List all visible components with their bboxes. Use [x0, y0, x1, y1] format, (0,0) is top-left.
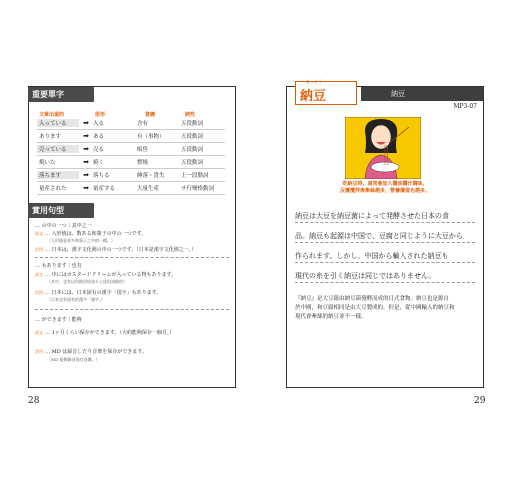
vocab-header: 重要單字	[28, 87, 94, 102]
mp3-track: MP3-07	[453, 103, 477, 110]
vocab-pos: 五段動詞	[181, 121, 204, 127]
title-ruby: なっとう	[306, 79, 322, 84]
vocab-form: 量産された	[39, 186, 67, 192]
page-number-right: 29	[474, 396, 486, 406]
pattern-title: … ができます｜能夠	[35, 317, 82, 323]
pattern-example	[35, 247, 231, 253]
vocab-meaning: 燃燒	[137, 160, 149, 166]
col-title-form: 文章出現的	[39, 112, 65, 118]
phrase-header: 實用句型	[28, 203, 94, 218]
vocab-base: 焼く	[93, 160, 105, 166]
vocab-form: 売っている	[37, 145, 79, 153]
vocab-row	[37, 130, 225, 143]
vocab-form: 入っている	[37, 119, 79, 127]
japanese-line: 品。納豆も起源は中国で、豆腐と同じように大豆から	[295, 232, 463, 240]
divider	[35, 309, 229, 310]
example-text: … 中にはカスタードクリームが入っている物もあります。	[45, 272, 177, 278]
vocab-pos: 上一段動詞	[181, 173, 209, 179]
col-title-pos: 詞性	[185, 112, 196, 118]
divider	[295, 282, 475, 283]
example-translation: （MD 能夠錄音保存音樂。）	[47, 357, 100, 362]
arrow-right-icon: ➡	[83, 171, 89, 179]
vocab-row	[37, 117, 225, 130]
example-text: … 1ヶ月くらい保存ができます。（大約能夠保存一個月。）	[45, 330, 175, 336]
col-title-meaning: 意義	[145, 112, 156, 118]
chinese-translation-line: 現代會牽絲的納豆並不一樣。	[295, 314, 367, 320]
vocab-form: 落ちます	[37, 171, 79, 179]
right-page	[286, 79, 484, 388]
japanese-line: 現代の糸を引く納豆は同じではありません。	[295, 272, 436, 280]
japanese-line: 作られます。しかし、中国から輸入された納豆も	[295, 252, 449, 260]
vocab-pos: 五段動詞	[181, 134, 204, 140]
pattern-example	[35, 349, 231, 355]
vocab-meaning: 睡落・貴失	[137, 173, 165, 179]
vocab-meaning: 含有	[137, 121, 149, 127]
vocab-row	[37, 169, 225, 182]
example-tag: 活用	[35, 290, 43, 295]
example-text: … MD は録音したり音楽を保存ができます。	[45, 349, 147, 355]
example-text: … 日本は、漢字文化圏の中の一つです。（日本是漢字文化圏之一。）	[45, 247, 197, 253]
example-tag: 活用	[35, 247, 43, 252]
example-text: … 日本には、日本固有の漢字「国字」もあります。	[45, 290, 162, 296]
caption-line: 吃納豆時，通常會加入醬油醬汁調味，	[342, 181, 428, 187]
pattern-example	[35, 272, 231, 278]
vocab-pos: 五段動詞	[181, 160, 204, 166]
page-number-left: 28	[28, 396, 40, 406]
title-box	[295, 81, 357, 105]
pattern-title: … の中の一つ｜其中之一	[35, 223, 92, 229]
pattern-example	[35, 330, 231, 336]
example-translation: （日本也有固有的漢字「國字」）	[47, 297, 105, 302]
divider	[35, 257, 229, 258]
vocab-base: ある	[93, 134, 105, 140]
example-tag: 原文	[35, 272, 43, 277]
vocab-meaning: 大量生產	[137, 186, 160, 192]
arrow-right-icon: ➡	[83, 145, 89, 153]
pattern-example	[35, 231, 231, 237]
chinese-translation-line: 於中國，和豆腐相同是由大豆製成的。但是，從中國輸入的納豆和	[295, 305, 455, 311]
example-translation: （其中，也有以內餡用奶油卡士達奶油餡的）	[47, 279, 127, 284]
woman-eating-natto-illustration	[345, 117, 421, 179]
face	[371, 125, 391, 149]
vocab-row	[37, 156, 225, 169]
example-translation: （人形燒是眾多和菓子之中的一種。）	[47, 238, 115, 243]
vocab-row	[37, 182, 225, 195]
illustration-caption	[297, 181, 473, 195]
pattern-example	[35, 290, 231, 296]
divider	[295, 242, 475, 243]
vocab-base: 落ちる	[93, 173, 110, 179]
divider	[295, 222, 475, 223]
vocab-form: 焼いた	[39, 160, 56, 166]
example-text: … 入形焼は、数ある和菓子の中の一つです。	[45, 231, 147, 237]
vocab-form: あります	[39, 134, 62, 140]
col-title-base: 原形	[95, 112, 106, 118]
arrow-right-icon: ➡	[83, 184, 89, 192]
vocab-pos: 五段動詞	[181, 147, 204, 153]
vocab-base: 売る	[93, 147, 105, 153]
arrow-right-icon: ➡	[83, 119, 89, 127]
vocab-meaning: 有（事物）	[137, 134, 165, 140]
pattern-title: … もあります｜也有	[35, 263, 82, 269]
vocab-base: 量産する	[93, 186, 116, 192]
title-bar	[361, 87, 483, 101]
caption-line: 反覆攪拌後牽絲越多，營養價值也越多。	[339, 188, 430, 194]
vocab-pos: サ行變格動詞	[181, 186, 215, 192]
divider	[295, 262, 475, 263]
example-tag: 活用	[35, 349, 43, 354]
arrow-right-icon: ➡	[83, 158, 89, 166]
vocab-table	[37, 117, 225, 195]
vocab-meaning: 販售	[137, 147, 149, 153]
title-bar-label: 納豆	[391, 90, 405, 98]
vocab-base: 入る	[93, 121, 105, 127]
left-page	[28, 86, 236, 388]
chinese-translation-line: 『納豆』是大豆藉由納豆菌發酵而成的日式食物。納豆也是源自	[295, 296, 450, 302]
example-tag: 原文	[35, 330, 43, 335]
page-title: 納豆	[300, 89, 327, 104]
vocab-row	[37, 143, 225, 156]
japanese-line: 納豆は大豆を納豆菌によって発酵させた日本の食	[295, 212, 449, 220]
example-tag: 原文	[35, 231, 43, 236]
arrow-right-icon: ➡	[83, 132, 89, 140]
